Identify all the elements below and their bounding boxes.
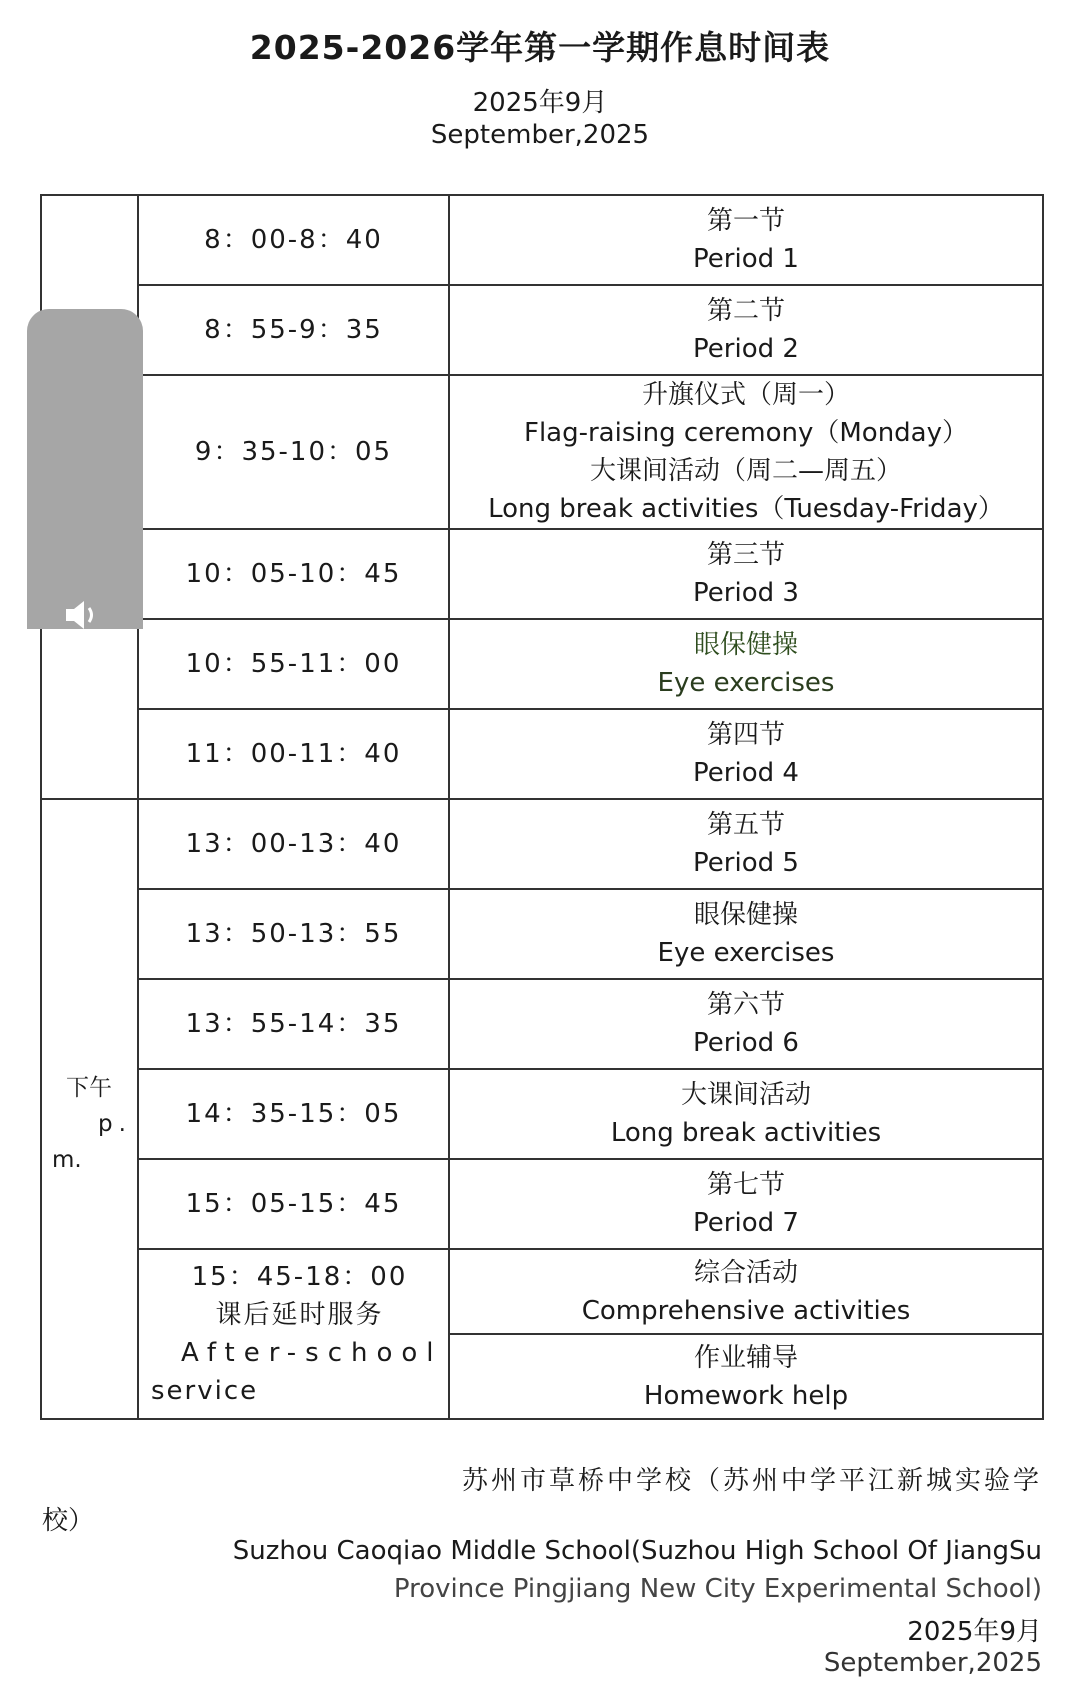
time-cell: 10：55-11：00 [138, 619, 449, 709]
time-cell: 13：00-13：40 [138, 799, 449, 889]
after-school-en-2: service [151, 1376, 259, 1406]
after-school-en-1: After-school [181, 1338, 443, 1368]
activity-cell [449, 1159, 1043, 1249]
table-row [41, 529, 1043, 619]
table-row [41, 1159, 1043, 1249]
footer-date-cn: 2025年9月 [907, 1617, 1042, 1647]
speaker-icon[interactable] [64, 598, 104, 638]
activity-cn: 第二节 [706, 296, 785, 326]
activity-en: Flag-raising ceremony（Monday） [523, 418, 968, 448]
time-cell: 9：35-10：05 [138, 375, 449, 529]
header-date-cn: 2025年9月 [472, 88, 608, 118]
table-row [41, 799, 1043, 889]
school-name-en-line1: Suzhou Caoqiao Middle School(Suzhou High School Of JiangSu [232, 1536, 1042, 1566]
pm-label-en-2: m. [52, 1147, 82, 1173]
activity-cell [449, 285, 1043, 375]
table-row [41, 375, 1043, 529]
activity-cn: 第一节 [706, 206, 785, 236]
activity-cell [449, 709, 1043, 799]
activity-cn: 第三节 [706, 540, 785, 570]
activity-en: Period 2 [693, 334, 799, 364]
time-cell: 15：05-15：45 [138, 1159, 449, 1249]
activity-cn: 眼保健操 [693, 900, 798, 930]
school-name-en-line2: Province Pingjiang New City Experimental School) [393, 1574, 1042, 1604]
table-row [41, 889, 1043, 979]
activity-cn: 眼保健操 [693, 630, 798, 660]
activity-cell [449, 195, 1043, 285]
activity-cell [449, 799, 1043, 889]
afternoon-segment-cell [41, 799, 138, 1419]
time-cell: 10：05-10：45 [138, 529, 449, 619]
schedule-table [40, 194, 1044, 1420]
time-cell: 8：55-9：35 [138, 285, 449, 375]
activity-cn: 第四节 [706, 720, 785, 750]
footer-date-en: September,2025 [823, 1648, 1042, 1678]
activity-en: Eye exercises [657, 938, 835, 968]
activity-cn: 第七节 [706, 1170, 785, 1200]
time-cell: 13：55-14：35 [138, 979, 449, 1069]
pm-label-cn: 下午 [66, 1075, 112, 1101]
time-cell: 11：00-11：40 [138, 709, 449, 799]
pm-label [52, 1070, 134, 1178]
time-cell: 8：00-8：40 [138, 195, 449, 285]
time-cell: 14：35-15：05 [138, 1069, 449, 1159]
time-cell: 13：50-13：55 [138, 889, 449, 979]
activity-en: Period 1 [693, 244, 799, 274]
video-overlay-panel[interactable] [27, 309, 143, 629]
activity-cell [449, 979, 1043, 1069]
activity-cn: 大课间活动 [680, 1080, 811, 1110]
activity-cell [449, 619, 1043, 709]
activity-cn: 升旗仪式（周一） [641, 380, 850, 410]
activity-en: Period 4 [693, 758, 799, 788]
activity-en: Period 6 [693, 1028, 799, 1058]
activity-en: Period 3 [693, 578, 799, 608]
activity-cn: 第五节 [706, 810, 785, 840]
activity-cell [449, 529, 1043, 619]
activity-en: Comprehensive activities [581, 1295, 911, 1326]
table-row [41, 1069, 1043, 1159]
activity-cell [449, 375, 1043, 529]
table-row [41, 709, 1043, 799]
table-row [41, 979, 1043, 1069]
activity-cn-2: 大课间活动（周二—周五） [589, 456, 902, 486]
page-title: 2025-2026学年第一学期作息时间表 [249, 28, 831, 67]
table-row [41, 285, 1043, 375]
school-name-cn-line1: 苏州市草桥中学校（苏州中学平江新城实验学 [461, 1466, 1042, 1496]
school-name-cn-line2: 校） [42, 1506, 95, 1536]
table-row [41, 1249, 1043, 1334]
table-row [41, 619, 1043, 709]
activity-en: Period 5 [693, 848, 799, 878]
header-date-en: September,2025 [430, 120, 650, 150]
after-school-time-cell [138, 1249, 449, 1419]
activity-en: Homework help [643, 1380, 849, 1411]
activity-en: Period 7 [693, 1208, 799, 1238]
after-school-time: 15：45-18：00 [191, 1262, 408, 1292]
activity-cn: 综合活动 [693, 1257, 798, 1288]
activity-cell [449, 1334, 1043, 1419]
activity-en-2: Long break activities（Tuesday-Friday） [488, 494, 1004, 524]
activity-en: Long break activities [610, 1118, 882, 1148]
activity-cn: 作业辅导 [693, 1342, 798, 1373]
activity-cn: 第六节 [706, 990, 785, 1020]
pm-label-en-1: p. [98, 1111, 132, 1137]
activity-cell [449, 1069, 1043, 1159]
after-school-cn: 课后延时服务 [215, 1300, 384, 1330]
activity-cell [449, 889, 1043, 979]
activity-cell [449, 1249, 1043, 1334]
table-row [41, 195, 1043, 285]
activity-en: Eye exercises [657, 668, 835, 698]
